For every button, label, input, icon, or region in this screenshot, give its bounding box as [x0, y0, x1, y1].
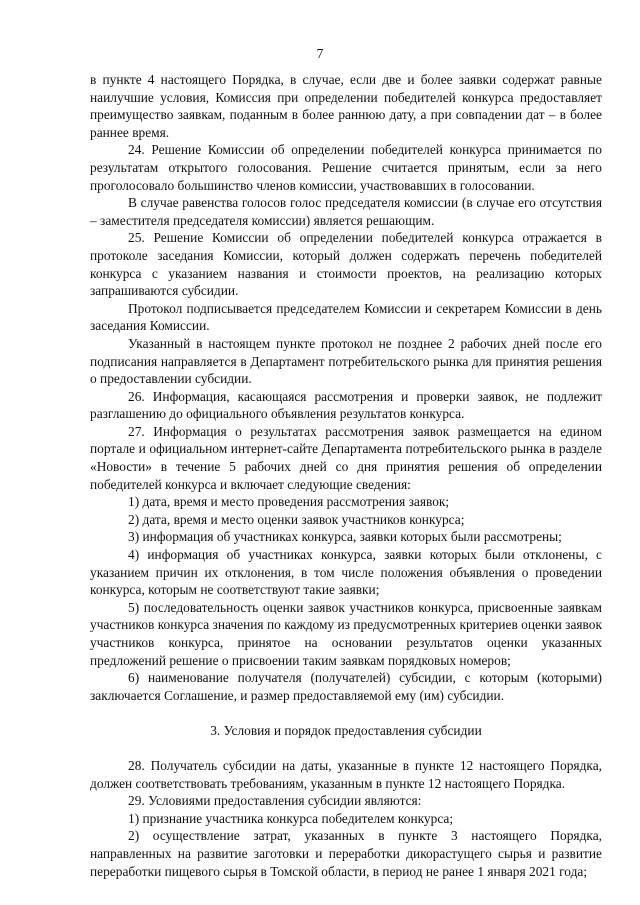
list-item: 1) дата, время и место проведения рассмотрения заявок;	[128, 494, 450, 510]
list-item: 4) информация об участниках конкурса, заявки которых были отклонены, с указанием причин их отклонения, в том числе положения объявления о проведении конкурса, которым не соответствуют такие заявки;	[90, 547, 602, 598]
paragraph: Указанный в настоящем пункте протокол не позднее 2 рабочих дней после его подписания направляется в Департамент потребительского рынка для принятия решения о предоставлении субсидии.	[90, 335, 602, 387]
list-item: 1) признание участника конкурса победителем конкурса;	[128, 810, 454, 826]
page-number: 7	[316, 46, 324, 61]
paragraph: 28. Получатель субсидии на даты, указанные в пункте 12 настоящего Порядка, должен соответствовать требованиям, указанным в пункте 12 настоящего Порядка.	[90, 757, 602, 791]
paragraph: В случае равенства голосов голос председателя комиссии (в случае его отсутствия – заместителя председателя комиссии) является решающим.	[90, 195, 602, 228]
list-item: 2) осуществление затрат, указанных в пункте 3 настоящего Порядка, направленных на развитие заготовки и переработки дикорастущего сырья и развитие переработки пищевого сырья в Томской области, в период не ранее 1 января 2021 года;	[90, 828, 602, 879]
paragraph: 27. Информация о результатах рассмотрения заявок размещается на едином портале и официальном интернет-сайте Департамента потребительского рынка в разделе «Новости» в течение 5 рабочих дней со дня принятия решения об определении победителей конкурса и включает следующие сведения:	[90, 423, 602, 492]
section-heading: 3. Условия и порядок предоставления субсидии	[210, 723, 482, 739]
list-item: 5) последовательность оценки заявок участников конкурса, присвоенные заявкам участников конкурса значения по каждому из предусмотренных критериев оценки заявок участников конкурса, принятое на основании результатов оценки указанных предложений решение о присвоении таким заявкам порядковых номеров;	[90, 599, 602, 668]
paragraph: Протокол подписывается председателем Комиссии и секретарем Комиссии в день заседания Комиссии.	[90, 300, 602, 334]
document-body	[90, 71, 602, 880]
list-item: 2) дата, время и место оценки заявок участников конкурса;	[128, 511, 465, 527]
list-item: 3) информация об участниках конкурса, заявки которых были рассмотрены;	[128, 529, 562, 545]
list-item: 6) наименование получателя (получателей) субсидии, с которым (которыми) заключается Соглашение, и размер предоставляемой ему (им) субсидии.	[90, 670, 602, 703]
paragraph: в пункте 4 настоящего Порядка, в случае, если две и более заявки содержат равные наилучшие условия, Комиссия при определении победителей конкурса предоставляет преимущество заявкам, поданным в более раннюю дату, а при совпадении дат – в более раннее время.	[90, 72, 602, 140]
paragraph: 26. Информация, касающаяся рассмотрения и проверки заявок, не подлежит разглашению до официального объявления результатов конкурса.	[90, 388, 602, 422]
paragraph: 25. Решение Комиссии об определении победителей конкурса отражается в протоколе заседания Комиссии, который должен содержать перечень победителей конкурса с указанием названия и стоимости проектов, на реализацию которых запрашиваются субсидии.	[90, 230, 602, 299]
paragraph: 29. Условиями предоставления субсидии являются:	[128, 793, 422, 809]
paragraph: 24. Решение Комиссии об определении победителей конкурса принимается по результатам открытого голосования. Решение считается принятым, если за него проголосовало большинство членов комиссии, участвовавших в голосовании.	[90, 142, 602, 193]
